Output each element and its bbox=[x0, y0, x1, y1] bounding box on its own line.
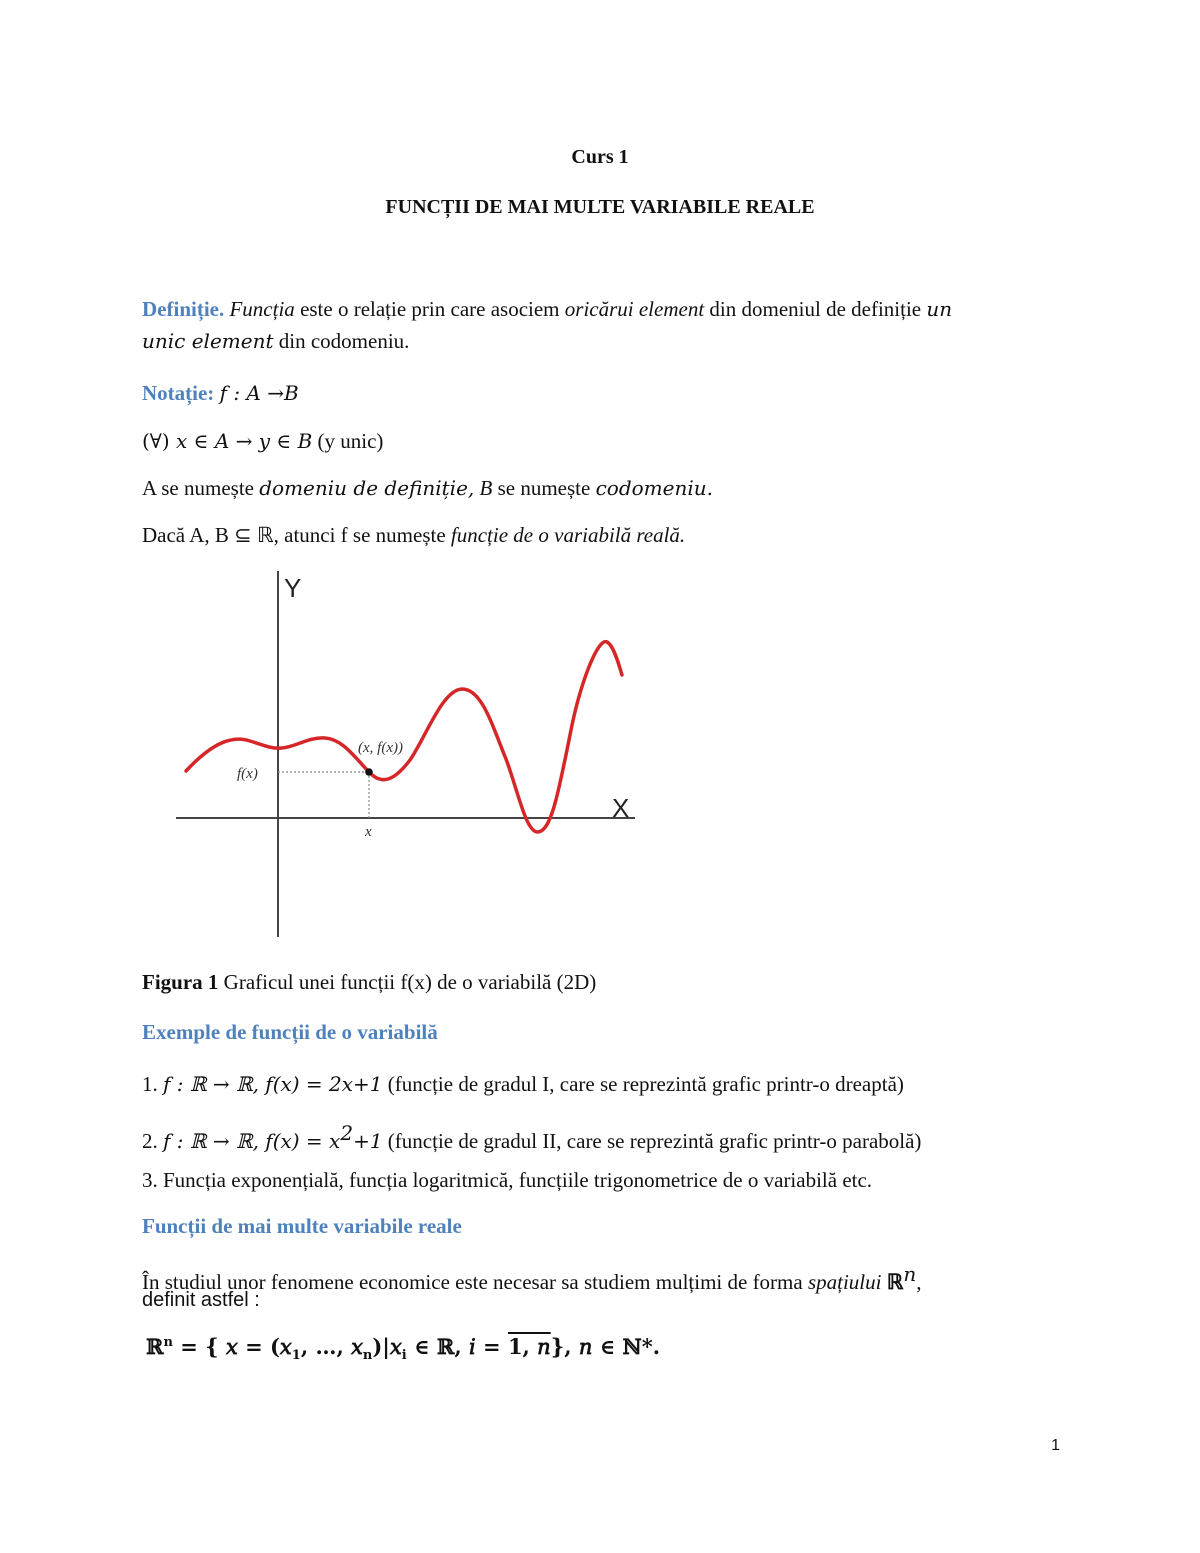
figure-caption-label: Figura 1 bbox=[142, 970, 219, 994]
forall-note: (y unic) bbox=[312, 429, 384, 453]
example-1 bbox=[142, 1072, 904, 1097]
example-2-math-tail: +1 bbox=[353, 1129, 383, 1153]
space-term: spațiului bbox=[807, 1270, 882, 1294]
course-title: Curs 1 bbox=[571, 146, 629, 168]
formula-part-4: ∈ ℝ, 𝑖 = bbox=[406, 1334, 508, 1359]
domain-text-2: se numește bbox=[492, 476, 596, 500]
example-1-math: f : ℝ → ℝ, f(x) = 2x+1 bbox=[163, 1072, 383, 1096]
formula-range: 1, 𝑛 bbox=[507, 1334, 551, 1359]
example-3: 3. Funcția exponențială, funcția logaritmică, funcțiile trigonometrice de o variabilă etc. bbox=[142, 1168, 873, 1192]
point-label: (x, f(x)) bbox=[358, 740, 403, 756]
example-1-number: 1. bbox=[142, 1072, 163, 1096]
formula-sub-n: n bbox=[362, 1348, 373, 1364]
definition-line-2 bbox=[142, 329, 409, 354]
function-graph-figure bbox=[160, 565, 660, 945]
notation-expression: f : A →B bbox=[219, 381, 299, 405]
notation-label: Notație: bbox=[142, 381, 215, 405]
example-2 bbox=[142, 1121, 921, 1154]
forall-expression: (∀) 𝑥 ∈ 𝐴 → 𝑦 ∈ 𝐵 bbox=[142, 429, 313, 453]
figure-caption bbox=[142, 970, 596, 995]
domain-term: domeniu de definiție, bbox=[259, 476, 475, 500]
example-2-note: (funcție de gradul II, care se reprezintă grafic printr-o parabolă) bbox=[382, 1129, 922, 1153]
formula-part-2: , …, 𝑥 bbox=[300, 1334, 363, 1359]
real-function-text: Dacă A, B ⊆ ℝ, atunci f se numește bbox=[142, 523, 451, 547]
function-curve bbox=[186, 642, 622, 832]
definition-label: Definiție. bbox=[142, 297, 225, 321]
formula-part-3: )|𝑥 bbox=[372, 1334, 402, 1359]
multi-paragraph-text: În studiul unor fenomene economice este necesar sa studiem mulțimi de forma bbox=[142, 1270, 808, 1294]
real-function-line bbox=[142, 523, 685, 548]
formula-rn: ℝ bbox=[146, 1334, 164, 1359]
examples-heading: Exemple de funcții de o variabilă bbox=[142, 1020, 438, 1044]
example-1-note: (funcție de gradul I, care se reprezintă grafic printr-o dreaptă) bbox=[382, 1072, 904, 1096]
example-2-number: 2. bbox=[142, 1129, 163, 1153]
point-marker bbox=[365, 768, 373, 776]
formula-n-exponent: n bbox=[163, 1335, 173, 1350]
domain-line bbox=[142, 476, 713, 501]
definition-text: este o relație prin care asociem bbox=[294, 297, 565, 321]
multi-paragraph-line-2: definit astfel : bbox=[142, 1289, 260, 1311]
definition-emph-any-element: oricărui element bbox=[564, 297, 705, 321]
fx-label: f(x) bbox=[237, 766, 258, 782]
domain-b-letter: B bbox=[474, 476, 493, 500]
codomain-term: codomeniu. bbox=[595, 476, 713, 500]
domain-text: A se numește bbox=[142, 476, 260, 500]
rn-definition-formula bbox=[146, 1334, 660, 1363]
formula-part-5: }, 𝑛 ∈ ℕ*. bbox=[550, 1334, 661, 1359]
chapter-title: FUNCȚII DE MAI MULTE VARIABILE REALE bbox=[385, 196, 815, 218]
definition-text-2: din domeniul de definiție bbox=[704, 297, 927, 321]
page-number: 1 bbox=[1051, 1437, 1060, 1454]
forall-line bbox=[142, 429, 383, 454]
definition-emph-unique: unic element bbox=[142, 329, 274, 353]
example-2-exponent: 2 bbox=[340, 1121, 354, 1145]
figure-caption-text: Graficul unei funcții f(x) de o variabilă (2D) bbox=[218, 970, 597, 994]
definition-term-function: Funcția bbox=[229, 297, 295, 321]
x-axis-label: X bbox=[612, 793, 630, 823]
example-2-math: f : ℝ → ℝ, f(x) = x bbox=[163, 1129, 341, 1153]
formula-sub-1: 1 bbox=[291, 1348, 301, 1364]
real-function-term: funcție de o variabilă reală. bbox=[450, 523, 686, 547]
definition-line-1 bbox=[142, 297, 952, 322]
x-label: x bbox=[365, 824, 372, 840]
multi-variable-heading: Funcții de mai multe variabile reale bbox=[142, 1214, 462, 1238]
formula-sub-i: i bbox=[401, 1348, 407, 1364]
rn-symbol: ℝ bbox=[881, 1270, 904, 1294]
y-axis-label: Y bbox=[284, 573, 302, 603]
comma: , bbox=[916, 1270, 922, 1294]
rn-exponent: n bbox=[903, 1262, 917, 1286]
definition-text-3: din codomeniu. bbox=[273, 329, 410, 353]
definition-emph-un: un bbox=[926, 297, 953, 321]
notation-line bbox=[142, 381, 299, 406]
formula-part-1: = { 𝑥 = (𝑥 bbox=[172, 1334, 292, 1359]
